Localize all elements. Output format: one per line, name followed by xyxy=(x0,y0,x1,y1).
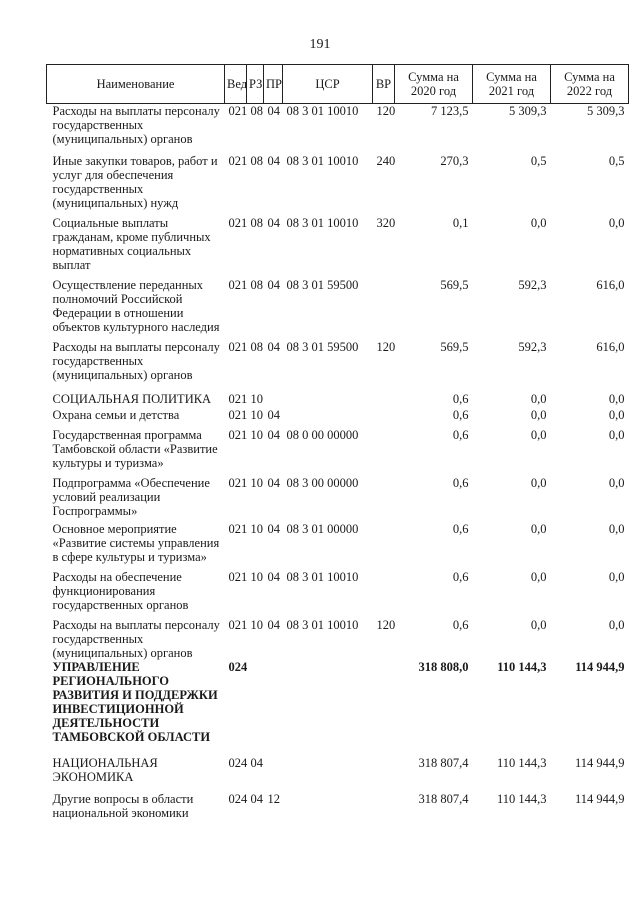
row-sum-2021: 0,0 xyxy=(530,427,547,442)
row-sum-2020: 569,5 xyxy=(440,339,469,354)
table-row xyxy=(47,522,629,570)
row-csr xyxy=(283,660,373,756)
row-sum-2020: 0,6 xyxy=(452,617,469,632)
row-vr: 120 xyxy=(376,339,396,354)
row-ved: 021 xyxy=(228,215,248,230)
row-pr: 04 xyxy=(267,569,280,584)
row-sum-2022: 616,0 xyxy=(596,277,625,292)
row-sum-2020: 0,6 xyxy=(452,407,469,422)
row-vr: 120 xyxy=(376,617,396,632)
table-row xyxy=(47,392,629,408)
row-vr xyxy=(373,660,395,756)
row-name: Осуществление переданных полномочий Российской Федерации в отношении объектов культурного наследия xyxy=(52,277,220,334)
row-vr xyxy=(373,428,395,476)
table-row xyxy=(47,278,629,340)
row-sum-2020: 0,6 xyxy=(452,475,469,490)
row-sum-2020: 318 807,4 xyxy=(418,791,469,806)
table-row xyxy=(47,340,629,392)
header-rz: РЗ xyxy=(247,65,264,104)
row-csr: 08 3 01 00000 xyxy=(286,521,359,536)
row-rz: 10 xyxy=(250,569,263,584)
row-name: Расходы на выплаты персоналу государственных (муниципальных) органов xyxy=(52,617,220,660)
header-ved: Вед xyxy=(225,65,247,104)
row-name: Другие вопросы в области национальной экономики xyxy=(52,791,194,820)
row-sum-2022: 0,0 xyxy=(608,407,625,422)
header-vr: ВР xyxy=(373,65,395,104)
row-vr: 320 xyxy=(376,215,396,230)
row-csr xyxy=(283,408,373,428)
row-sum-2021: 0,5 xyxy=(530,153,547,168)
row-ved: 021 xyxy=(228,277,248,292)
row-name: УПРАВЛЕНИЕ РЕГИОНАЛЬНОГО РАЗВИТИЯ И ПОДДЕРЖКИ ИНВЕСТИЦИОННОЙ ДЕЯТЕЛЬНОСТИ ТАМБОВСКОЙ ОБЛАСТИ xyxy=(52,659,218,744)
row-sum-2020: 0,6 xyxy=(452,569,469,584)
row-rz: 08 xyxy=(250,215,263,230)
row-sum-2020: 0,1 xyxy=(452,215,469,230)
header-name: Наименование xyxy=(47,65,225,104)
row-sum-2021: 0,0 xyxy=(530,215,547,230)
table-row xyxy=(47,428,629,476)
row-sum-2022: 0,0 xyxy=(608,569,625,584)
row-ved: 021 xyxy=(228,617,248,632)
row-sum-2021: 592,3 xyxy=(518,339,547,354)
header-sum-2021: Сумма на 2021 год xyxy=(473,65,551,104)
row-pr: 04 xyxy=(267,277,280,292)
row-sum-2020: 0,6 xyxy=(452,427,469,442)
row-rz: 04 xyxy=(250,755,263,770)
row-name: Расходы на выплаты персоналу государственных (муниципальных) органов xyxy=(52,339,220,382)
row-rz: 10 xyxy=(250,427,263,442)
table-row xyxy=(47,570,629,618)
row-ved: 021 xyxy=(228,104,248,118)
table-row xyxy=(47,660,629,756)
row-csr: 08 3 01 59500 xyxy=(286,339,359,354)
row-sum-2021: 110 144,3 xyxy=(496,755,547,770)
table-row xyxy=(47,154,629,216)
row-rz: 10 xyxy=(250,521,263,536)
table-header-row xyxy=(47,65,629,104)
row-sum-2021: 0,0 xyxy=(530,569,547,584)
row-rz: 08 xyxy=(250,104,263,118)
row-rz: 08 xyxy=(250,339,263,354)
row-rz: 08 xyxy=(250,153,263,168)
row-name: Подпрограмма «Обеспечение условий реализации Госпрограммы» xyxy=(52,475,210,518)
row-pr xyxy=(264,756,283,792)
row-sum-2021: 0,0 xyxy=(530,521,547,536)
row-ved: 021 xyxy=(228,153,248,168)
row-csr xyxy=(283,392,373,408)
row-csr: 08 3 01 10010 xyxy=(286,104,359,118)
header-sum-2020: Сумма на 2020 год xyxy=(395,65,473,104)
row-rz: 10 xyxy=(250,407,263,422)
row-rz xyxy=(247,660,264,756)
table-body xyxy=(47,104,629,832)
row-sum-2022: 0,0 xyxy=(608,391,625,406)
row-ved: 024 xyxy=(228,755,248,770)
row-ved: 021 xyxy=(228,521,248,536)
row-sum-2022: 5 309,3 xyxy=(587,104,625,118)
table-row xyxy=(47,756,629,792)
row-ved: 021 xyxy=(228,569,248,584)
row-name: Охрана семьи и детства xyxy=(52,407,180,422)
row-sum-2020: 0,6 xyxy=(452,391,469,406)
table-row xyxy=(47,104,629,154)
row-sum-2021: 592,3 xyxy=(518,277,547,292)
row-sum-2021: 0,0 xyxy=(530,475,547,490)
table-row xyxy=(47,216,629,278)
row-sum-2021: 110 144,3 xyxy=(496,791,547,806)
row-sum-2022: 0,0 xyxy=(608,475,625,490)
row-csr: 08 3 01 10010 xyxy=(286,617,359,632)
row-pr: 04 xyxy=(267,215,280,230)
table-row xyxy=(47,476,629,522)
row-csr: 08 3 01 10010 xyxy=(286,569,359,584)
row-csr xyxy=(283,756,373,792)
header-csr: ЦСР xyxy=(283,65,373,104)
row-vr xyxy=(373,392,395,408)
row-pr: 04 xyxy=(267,475,280,490)
row-ved: 024 xyxy=(228,791,248,806)
row-csr: 08 3 01 10010 xyxy=(286,215,359,230)
row-sum-2022: 0,0 xyxy=(608,617,625,632)
row-sum-2022: 114 944,9 xyxy=(575,659,625,674)
row-sum-2022: 616,0 xyxy=(596,339,625,354)
row-sum-2022: 114 944,9 xyxy=(574,755,625,770)
row-sum-2021: 5 309,3 xyxy=(509,104,547,118)
page-number: 191 xyxy=(309,37,331,52)
row-name: Государственная программа Тамбовской области «Развитие культуры и туризма» xyxy=(52,427,218,470)
row-vr xyxy=(373,522,395,570)
row-ved: 021 xyxy=(228,475,248,490)
row-sum-2022: 114 944,9 xyxy=(574,791,625,806)
row-pr: 04 xyxy=(267,407,280,422)
row-vr xyxy=(373,408,395,428)
row-pr: 04 xyxy=(267,617,280,632)
row-vr xyxy=(373,792,395,832)
row-sum-2021: 0,0 xyxy=(530,391,547,406)
row-sum-2020: 7 123,5 xyxy=(431,104,469,118)
row-vr xyxy=(373,756,395,792)
row-ved: 024 xyxy=(228,659,248,674)
row-sum-2021: 0,0 xyxy=(530,617,547,632)
table-row xyxy=(47,408,629,428)
row-csr: 08 0 00 00000 xyxy=(286,427,359,442)
row-pr: 04 xyxy=(267,427,280,442)
row-sum-2020: 270,3 xyxy=(440,153,469,168)
row-sum-2020: 318 808,0 xyxy=(418,659,469,674)
row-name: Социальные выплаты гражданам, кроме публичных нормативных социальных выплат xyxy=(52,215,211,272)
row-ved: 021 xyxy=(228,339,248,354)
row-ved: 021 xyxy=(228,427,248,442)
row-ved: 021 xyxy=(228,391,248,406)
row-sum-2022: 0,0 xyxy=(608,427,625,442)
row-pr: 04 xyxy=(267,521,280,536)
table-row xyxy=(47,618,629,660)
row-name: Основное мероприятие «Развитие системы управления в сфере культуры и туризма» xyxy=(52,521,220,564)
row-pr: 12 xyxy=(267,791,280,806)
row-ved: 021 xyxy=(228,407,248,422)
row-rz: 08 xyxy=(250,277,263,292)
budget-table xyxy=(46,64,629,832)
row-csr xyxy=(283,792,373,832)
row-pr: 04 xyxy=(267,339,280,354)
row-rz: 10 xyxy=(250,391,263,406)
row-sum-2021: 110 144,3 xyxy=(497,659,547,674)
row-pr xyxy=(264,392,283,408)
row-csr: 08 3 01 59500 xyxy=(286,277,359,292)
row-sum-2020: 0,6 xyxy=(452,521,469,536)
row-pr xyxy=(264,660,283,756)
row-name: Расходы на обеспечение функционирования государственных органов xyxy=(52,569,189,612)
row-csr: 08 3 00 00000 xyxy=(286,475,359,490)
row-pr: 04 xyxy=(267,104,280,118)
row-vr: 120 xyxy=(376,104,396,118)
row-sum-2022: 0,5 xyxy=(608,153,625,168)
row-sum-2022: 0,0 xyxy=(608,521,625,536)
row-name: Иные закупки товаров, работ и услуг для обеспечения государственных (муниципальных) нужд xyxy=(52,153,218,210)
row-sum-2020: 318 807,4 xyxy=(418,755,469,770)
table-row xyxy=(47,792,629,832)
row-pr: 04 xyxy=(267,153,280,168)
row-csr: 08 3 01 10010 xyxy=(286,153,359,168)
header-sum-2022: Сумма на 2022 год xyxy=(551,65,629,104)
header-pr: ПР xyxy=(264,65,283,104)
row-vr: 240 xyxy=(376,153,396,168)
row-rz: 04 xyxy=(250,791,263,806)
row-rz: 10 xyxy=(250,617,263,632)
row-sum-2022: 0,0 xyxy=(608,215,625,230)
row-vr xyxy=(373,476,395,522)
row-rz: 10 xyxy=(250,475,263,490)
row-vr xyxy=(373,278,395,340)
row-name: Расходы на выплаты персоналу государственных (муниципальных) органов xyxy=(52,104,220,146)
row-name: НАЦИОНАЛЬНАЯ ЭКОНОМИКА xyxy=(52,755,158,784)
row-sum-2021: 0,0 xyxy=(530,407,547,422)
row-vr xyxy=(373,570,395,618)
row-sum-2020: 569,5 xyxy=(440,277,469,292)
row-name: СОЦИАЛЬНАЯ ПОЛИТИКА xyxy=(52,391,212,406)
